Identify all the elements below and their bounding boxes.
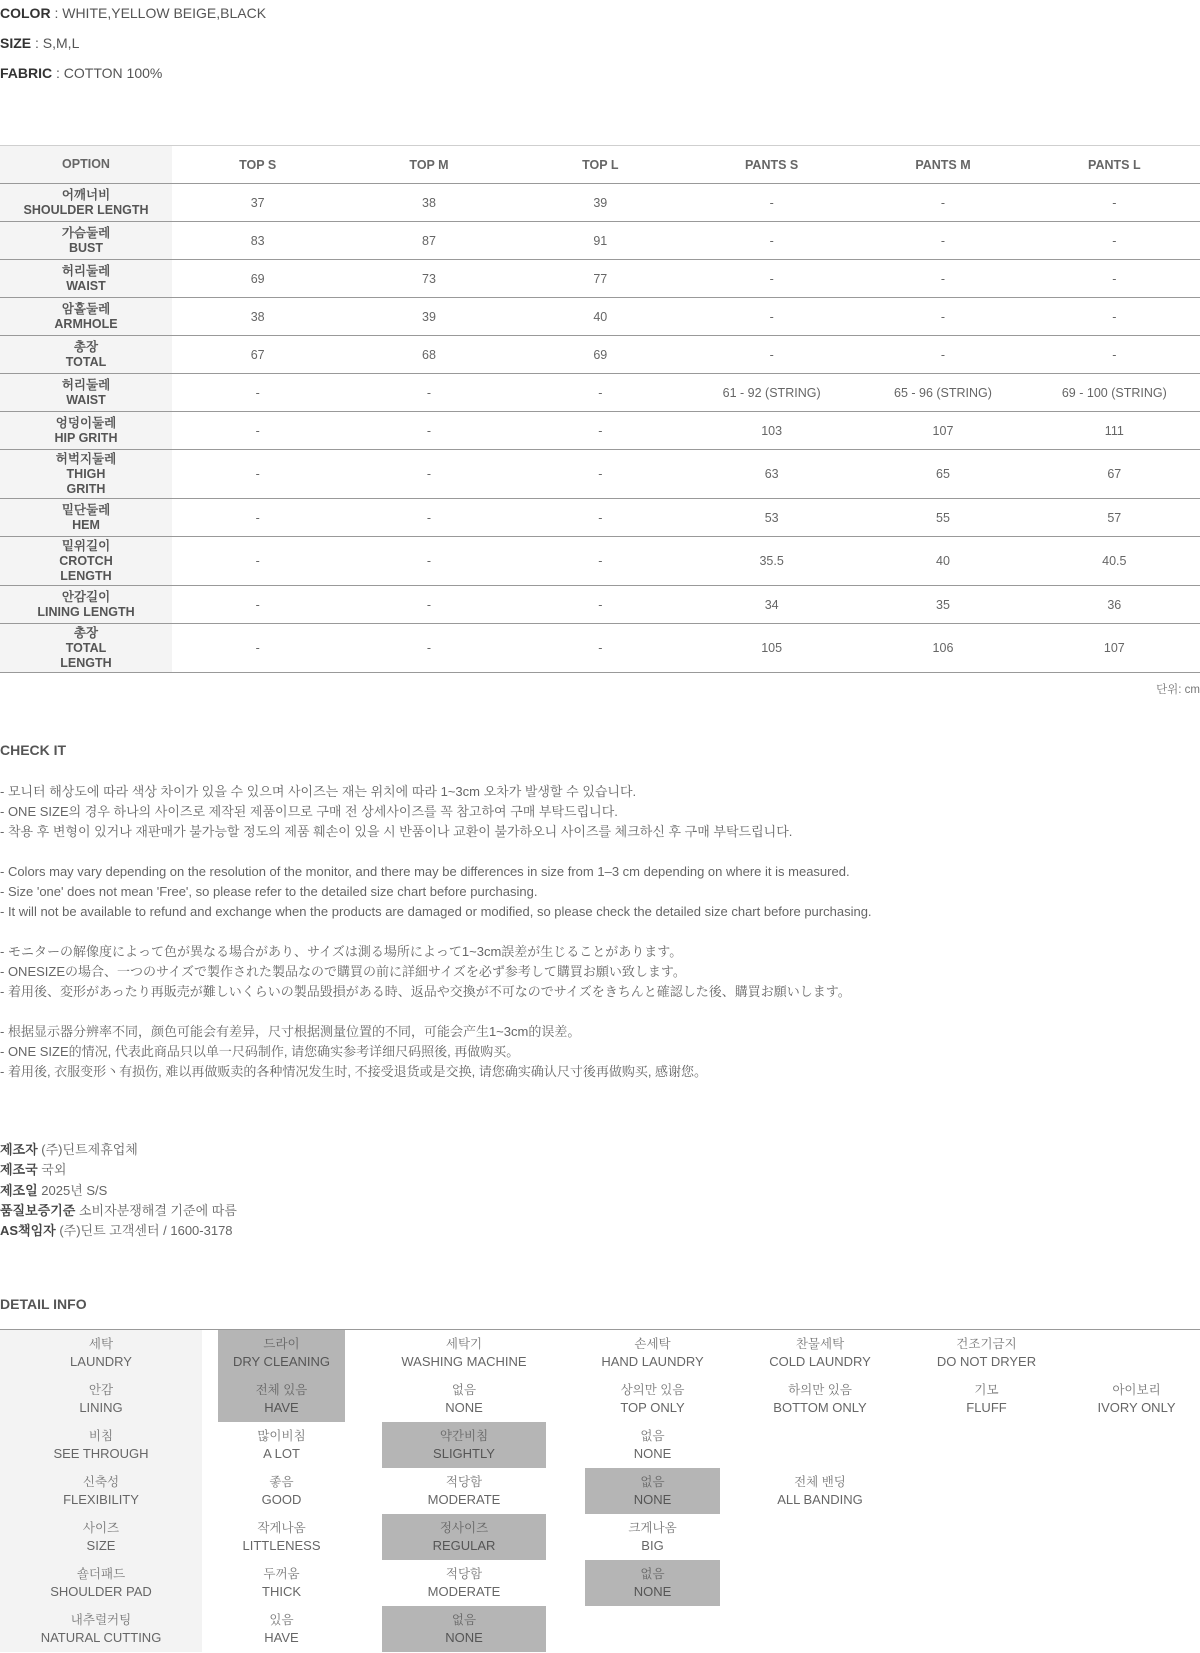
table-cell: 37: [250, 195, 265, 210]
spacer: [0, 1002, 872, 1022]
table-cell: 36: [1107, 597, 1122, 612]
table-cell: -: [255, 554, 260, 568]
detail-label-text: [0, 1606, 202, 1652]
spec-key: FABRIC: [0, 65, 53, 81]
option-ko: 세탁기: [445, 1337, 483, 1351]
table-cell: 91: [593, 233, 608, 248]
maker-value: 국외: [37, 1162, 67, 1178]
table-cell: -: [426, 423, 432, 438]
detail-row: [0, 1606, 1200, 1652]
table-cell: -: [426, 597, 432, 612]
option-ko: 없음: [640, 1475, 665, 1489]
table-row: [0, 624, 1200, 673]
table-cell: -: [255, 467, 260, 481]
detail-row: [0, 1422, 1200, 1468]
detail-option: [382, 1422, 546, 1468]
table-row: [0, 374, 1200, 412]
note-line: - 착용 후 변형이 있거나 재판매가 불가능할 정도의 제품 훼손이 있을 시 반품이나 교환이 불가하오니 사이즈를 체크하신 후 구매 부탁드립니다.: [0, 824, 793, 839]
column-header: PANTS L: [1088, 157, 1141, 172]
table-cell: 67: [1107, 467, 1122, 481]
detail-option: [913, 1330, 1060, 1376]
table-cell: -: [255, 641, 260, 655]
row-label: [0, 450, 172, 498]
option-en: DO NOT DRYER: [936, 1354, 1037, 1369]
table-cell: 40: [936, 554, 950, 568]
detail-option: [218, 1514, 345, 1560]
row-label: [0, 184, 172, 221]
option-en: HAVE: [264, 1400, 299, 1415]
row-label: [0, 374, 172, 411]
row-label: [0, 624, 172, 672]
row-label: [0, 260, 172, 297]
row-label-line: 총장: [73, 625, 99, 640]
spec-value: : COTTON 100%: [52, 65, 163, 81]
spec-value: : WHITE,YELLOW BEIGE,BLACK: [50, 5, 267, 21]
maker-key: 제조일: [0, 1182, 38, 1198]
row-label-line: ARMHOLE: [54, 316, 118, 331]
detail-row: [0, 1468, 1200, 1514]
table-cell: -: [255, 597, 260, 612]
option-ko: 드라이: [263, 1337, 300, 1351]
row-label-line: WAIST: [66, 392, 106, 407]
note-line: - モニターの解像度によって色が異なる場合があり、サイズは測る場所によって1~3cm誤差が生じることがあります。: [0, 944, 683, 959]
row-label-line: HEM: [72, 517, 100, 532]
table-cell: 53: [764, 510, 779, 525]
option-en: GOOD: [261, 1492, 302, 1507]
detail-option: [585, 1330, 720, 1376]
label-en: LAUNDRY: [70, 1354, 132, 1369]
maker-value: (주)딘트 고객센터 / 1600-3178: [55, 1223, 233, 1239]
spec-key: COLOR: [0, 5, 51, 21]
table-row: [0, 586, 1200, 624]
table-cell: -: [769, 271, 774, 286]
detail-option: [218, 1330, 345, 1376]
table-cell: -: [598, 641, 603, 655]
maker-line: [0, 1140, 237, 1160]
row-label: [0, 586, 172, 623]
column-header: OPTION: [0, 146, 172, 183]
row-label-line: 어깨너비: [61, 187, 111, 202]
check-it-title: CHECK IT: [0, 742, 67, 758]
detail-row: [0, 1376, 1200, 1422]
maker-key: 품질보증기준: [0, 1202, 76, 1218]
check-it-notes: [0, 782, 872, 1082]
table-cell: 69: [250, 271, 265, 286]
label-ko: 안감: [88, 1383, 114, 1397]
label-ko: 숄더패드: [76, 1567, 126, 1581]
table-cell: -: [598, 467, 603, 481]
table-cell: 87: [422, 233, 436, 248]
detail-label-text: [0, 1376, 202, 1422]
table-cell: 65 - 96 (STRING): [894, 385, 992, 400]
option-en: SLIGHTLY: [433, 1446, 495, 1461]
option-ko: 적당함: [445, 1475, 483, 1489]
option-en: NONE: [633, 1492, 672, 1507]
spec-fabric: [0, 65, 162, 81]
row-label-line: 밑단둘레: [61, 502, 111, 517]
table-cell: 105: [761, 641, 783, 655]
option-en: NONE: [633, 1446, 672, 1461]
row-label-line: THIGH: [66, 466, 106, 481]
table-cell: 35.5: [759, 554, 784, 568]
table-cell: -: [1112, 233, 1117, 248]
row-label-line: HIP GRITH: [54, 430, 118, 445]
row-label-line: LENGTH: [60, 568, 112, 583]
detail-info-title: DETAIL INFO: [0, 1296, 87, 1312]
table-cell: -: [940, 271, 946, 286]
table-cell: -: [598, 554, 603, 568]
table-cell: -: [940, 347, 946, 362]
option-ko: 기모: [974, 1383, 999, 1397]
table-cell: 69 - 100 (STRING): [1061, 385, 1167, 400]
option-ko: 두꺼움: [263, 1567, 300, 1581]
detail-label-text: [0, 1560, 202, 1606]
table-cell: 40: [593, 309, 608, 324]
option-ko: 상의만 있음: [620, 1383, 685, 1397]
row-label-line: 암홀둘레: [61, 301, 111, 316]
spec-key: SIZE: [0, 35, 32, 51]
column-header: TOP L: [582, 157, 619, 172]
label-en: LINING: [79, 1400, 123, 1415]
option-en: IVORY ONLY: [1097, 1400, 1176, 1415]
row-label-line: 엉덩이둘레: [55, 415, 117, 430]
table-row: [0, 184, 1200, 222]
detail-option: [218, 1422, 345, 1468]
detail-option: [585, 1422, 720, 1468]
option-ko: 약간비침: [439, 1429, 489, 1443]
note-line: - 着用後、変形があったり再販売が難しいくらいの製品毀損がある時、返品や交換が不可なのでサイズをきちんと確認した後、購買お願いします。: [0, 984, 851, 999]
table-cell: 38: [250, 309, 265, 324]
option-ko: 작게나옴: [257, 1521, 306, 1535]
option-en: MODERATE: [427, 1584, 501, 1599]
row-label: [0, 499, 172, 536]
table-cell: 61 - 92 (STRING): [722, 385, 821, 400]
detail-label-text: [0, 1422, 202, 1468]
option-en: NONE: [633, 1584, 672, 1599]
row-label: [0, 412, 172, 449]
detail-row: [0, 1514, 1200, 1560]
option-en: NONE: [445, 1630, 483, 1645]
spec-value: : S,M,L: [31, 35, 80, 51]
maker-value: (주)딘트제휴업체: [37, 1142, 138, 1157]
table-cell: 106: [932, 641, 954, 655]
note-line: - 모니터 해상도에 따라 색상 차이가 있을 수 있으며 사이즈는 재는 위치에 따라 1~3cm 오차가 발생할 수 있습니다.: [0, 784, 637, 799]
detail-option: [585, 1468, 720, 1514]
detail-row: [0, 1330, 1200, 1376]
table-row: [0, 298, 1200, 336]
option-ko: 없음: [640, 1567, 665, 1581]
table-row: [0, 412, 1200, 450]
row-label-line: BUST: [68, 240, 104, 255]
detail-option: [218, 1376, 345, 1422]
label-en: FLEXIBILITY: [63, 1492, 139, 1507]
table-cell: 55: [936, 510, 950, 525]
table-row: [0, 222, 1200, 260]
spec-size: [0, 35, 79, 51]
option-ko: 없음: [451, 1383, 477, 1397]
row-label: [0, 298, 172, 335]
table-cell: -: [940, 309, 946, 324]
label-ko: 내추럴커팅: [70, 1613, 132, 1627]
column-header: PANTS S: [745, 157, 799, 172]
detail-row: [0, 1560, 1200, 1606]
table-row: [0, 450, 1200, 499]
detail-option: [382, 1330, 546, 1376]
option-ko: 정사이즈: [439, 1521, 489, 1535]
label-ko: 비침: [88, 1429, 114, 1443]
option-en: BIG: [641, 1538, 664, 1553]
option-en: HAVE: [264, 1630, 299, 1645]
table-cell: 107: [1103, 641, 1125, 655]
row-label-line: GRITH: [66, 481, 106, 496]
note-line: - ONE SIZE的情况, 代表此商品只以单一尺码制作, 请您确实参考详细尺码照後, 再做购买。: [0, 1044, 520, 1059]
detail-label-text: [0, 1330, 202, 1376]
option-ko: 아이보리: [1112, 1383, 1161, 1397]
maker-line: [0, 1201, 237, 1221]
unit-note: 단위: cm: [1156, 684, 1200, 696]
table-cell: -: [255, 385, 260, 400]
maker-key: 제조자: [0, 1142, 38, 1157]
option-ko: 크게나옴: [628, 1521, 677, 1535]
maker-value: 2025년 S/S: [37, 1182, 108, 1198]
option-en: BOTTOM ONLY: [773, 1400, 867, 1415]
detail-option: [382, 1560, 546, 1606]
option-ko: 적당함: [445, 1567, 483, 1581]
maker-key: AS책임자: [0, 1223, 56, 1239]
detail-option: [218, 1560, 345, 1606]
label-en: NATURAL CUTTING: [40, 1630, 162, 1645]
table-cell: -: [769, 309, 774, 324]
table-cell: 73: [422, 271, 436, 286]
label-ko: 세탁: [88, 1337, 114, 1351]
label-en: SIZE: [86, 1538, 116, 1553]
option-en: NONE: [445, 1400, 483, 1415]
table-cell: -: [1112, 347, 1117, 362]
option-en: MODERATE: [427, 1492, 501, 1507]
label-en: SHOULDER PAD: [50, 1584, 152, 1599]
detail-option: [751, 1468, 889, 1514]
table-row: [0, 336, 1200, 374]
option-ko: 없음: [640, 1429, 665, 1443]
maker-value: 소비자분쟁해결 기준에 따름: [75, 1202, 237, 1218]
row-label: [0, 336, 172, 373]
table-cell: -: [1112, 195, 1117, 210]
option-ko: 있음: [269, 1613, 294, 1627]
row-label-line: CROTCH: [59, 553, 113, 568]
detail-option: [585, 1514, 720, 1560]
note-line: - Size 'one' does not mean 'Free', so please refer to the detailed size chart before purchasing.: [0, 884, 538, 899]
spacer: [0, 842, 872, 862]
row-label-line: LINING LENGTH: [37, 604, 135, 619]
column-header: PANTS M: [915, 157, 971, 172]
table-cell: -: [598, 385, 603, 400]
size-table: [0, 145, 1200, 673]
table-row: [0, 499, 1200, 537]
maker-line: [0, 1181, 237, 1201]
detail-option: [913, 1376, 1060, 1422]
option-ko: 찬물세탁: [795, 1337, 845, 1351]
table-cell: -: [255, 510, 260, 525]
table-cell: 39: [593, 195, 608, 210]
table-cell: 40.5: [1102, 554, 1127, 568]
table-cell: 63: [764, 467, 779, 481]
detail-option: [382, 1606, 546, 1652]
option-en: TOP ONLY: [620, 1400, 685, 1415]
detail-option: [218, 1468, 345, 1514]
row-label-line: LENGTH: [60, 655, 112, 670]
option-en: LITTLENESS: [242, 1538, 321, 1553]
table-cell: 57: [1107, 510, 1122, 525]
row-label-line: 밑위길이: [61, 538, 111, 553]
detail-option: [585, 1560, 720, 1606]
row-label-line: 안감길이: [61, 589, 111, 604]
table-cell: 83: [250, 233, 265, 248]
detail-option: [585, 1376, 720, 1422]
detail-option: [1073, 1376, 1200, 1422]
option-en: FLUFF: [966, 1400, 1007, 1415]
table-cell: -: [426, 510, 432, 525]
table-cell: 103: [761, 423, 783, 438]
table-cell: -: [255, 423, 260, 438]
detail-label-text: [0, 1514, 202, 1560]
note-line: - Colors may vary depending on the resolution of the monitor, and there may be differences in size from 1–3 cm depending on where it is measured.: [0, 864, 850, 879]
row-label-line: TOTAL: [65, 640, 107, 655]
maker-line: [0, 1221, 237, 1241]
option-ko: 손세탁: [634, 1337, 671, 1351]
detail-option: [382, 1468, 546, 1514]
table-cell: 111: [1104, 423, 1124, 438]
row-label-line: 허벅지둘레: [55, 451, 117, 466]
table-cell: -: [940, 195, 946, 210]
table-cell: -: [426, 385, 432, 400]
note-line: - ONESIZEの場合、一つのサイズで製作された製品なので購買の前に詳細サイズを必ず参考して購買お願い致します。: [0, 964, 686, 979]
table-cell: 67: [250, 347, 265, 362]
option-ko: 좋음: [269, 1475, 294, 1489]
table-cell: 34: [764, 597, 779, 612]
note-line: - It will not be available to refund and exchange when the products are damaged or modified, so please check the detailed size chart before purchasing.: [0, 904, 872, 919]
detail-option: [218, 1606, 345, 1652]
note-line: - 根据显示器分辨率不同，颜色可能会有差异，尺寸根据测量位置的不同，可能会产生1~3cm的误差。: [0, 1024, 581, 1039]
note-line: - ONE SIZE의 경우 하나의 사이즈로 제작된 제품이므로 구매 전 상세사이즈를 꼭 참고하여 구매 부탁드립니다.: [0, 804, 618, 819]
table-cell: 65: [936, 467, 950, 481]
row-label: [0, 537, 172, 585]
table-cell: -: [769, 233, 774, 248]
maker-key: 제조국: [0, 1162, 38, 1178]
note-line: - 着用後, 衣服变形丶有损伤, 难以再做贩卖的各种情况发生时, 不接受退货或是交换, 请您确实确认尺寸後再做购买, 感谢您。: [0, 1064, 708, 1079]
table-row: [0, 260, 1200, 298]
option-en: DRY CLEANING: [232, 1354, 331, 1369]
column-header: TOP M: [409, 157, 449, 172]
detail-label-text: [0, 1468, 202, 1514]
table-cell: -: [940, 233, 946, 248]
option-en: THICK: [262, 1584, 301, 1599]
detail-option: [751, 1330, 889, 1376]
table-cell: 68: [422, 347, 436, 362]
spec-color: [0, 5, 266, 21]
option-ko: 없음: [451, 1613, 477, 1627]
option-en: COLD LAUNDRY: [769, 1354, 871, 1369]
table-header-row: [0, 146, 1200, 184]
row-label-line: 허리둘레: [61, 377, 111, 392]
row-label-line: WAIST: [66, 278, 106, 293]
option-en: ALL BANDING: [777, 1492, 863, 1507]
table-cell: -: [598, 597, 603, 612]
table-cell: 39: [422, 309, 436, 324]
table-cell: -: [769, 347, 774, 362]
label-en: SEE THROUGH: [53, 1446, 149, 1461]
row-label-line: 총장: [73, 339, 99, 354]
label-ko: 사이즈: [82, 1521, 120, 1535]
option-ko: 건조기금지: [956, 1337, 1017, 1351]
option-ko: 전체 밴딩: [794, 1475, 846, 1489]
column-header: TOP S: [239, 157, 277, 172]
detail-option: [382, 1514, 546, 1560]
row-label-line: TOTAL: [65, 354, 107, 369]
row-label-line: SHOULDER LENGTH: [23, 202, 149, 217]
row-label-line: 허리둘레: [61, 263, 111, 278]
option-ko: 하의만 있음: [788, 1383, 852, 1397]
table-cell: 107: [932, 423, 954, 438]
option-ko: 많이비침: [257, 1429, 306, 1443]
table-cell: 38: [422, 195, 436, 210]
row-label: [0, 222, 172, 259]
spacer: [0, 922, 872, 942]
table-cell: 77: [593, 271, 608, 286]
option-en: REGULAR: [432, 1538, 496, 1553]
label-ko: 신축성: [82, 1475, 120, 1489]
table-cell: -: [426, 641, 432, 655]
table-cell: -: [598, 423, 603, 438]
maker-info: [0, 1140, 237, 1241]
detail-info-table: [0, 1329, 1200, 1652]
maker-line: [0, 1160, 237, 1180]
table-cell: -: [1112, 271, 1117, 286]
table-cell: -: [769, 195, 774, 210]
detail-option: [751, 1376, 889, 1422]
table-cell: 69: [593, 347, 608, 362]
option-en: A LOT: [263, 1446, 300, 1461]
option-en: HAND LAUNDRY: [601, 1354, 704, 1369]
table-cell: -: [426, 554, 432, 568]
row-label-line: 가슴둘레: [61, 225, 111, 240]
option-ko: 전체 있음: [255, 1383, 308, 1397]
table-cell: -: [1112, 309, 1117, 324]
table-cell: -: [426, 467, 432, 481]
detail-option: [382, 1376, 546, 1422]
table-cell: 35: [936, 597, 950, 612]
option-en: WASHING MACHINE: [401, 1354, 527, 1369]
table-row: [0, 537, 1200, 586]
table-cell: -: [598, 510, 603, 525]
